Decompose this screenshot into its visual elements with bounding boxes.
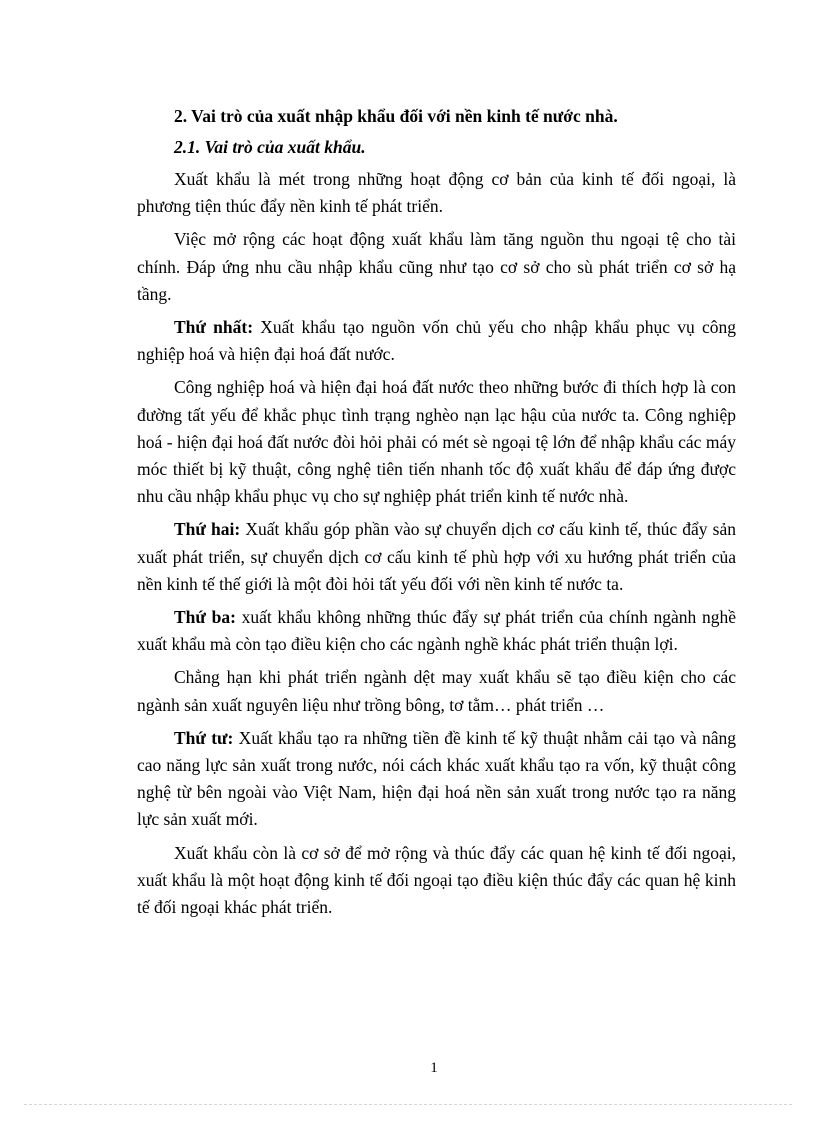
paragraph-3 — [137, 314, 736, 368]
paragraph-9 — [137, 840, 736, 922]
paragraph-4 — [137, 374, 736, 510]
document-page — [137, 96, 736, 921]
paragraph-6-text: xuất khẩu không những thúc đẩy sự phát triển của chính ngành nghề xuất khẩu mà còn tạo điều kiện cho các ngành nghề khác phát triển thuận lợi. — [137, 607, 736, 655]
paragraph-2-text: Việc mở rộng các hoạt động xuất khẩu làm tăng nguồn thu ngoại tệ cho tài chính. Đáp ứng nhu cầu nhập khẩu cũng như tạo cơ sở cho sù phát triển cơ sở hạ tầng. — [137, 229, 736, 304]
subsection-heading: 2.1. Vai trò của xuất khẩu. — [174, 137, 366, 157]
paragraph-9-text: Xuất khẩu còn là cơ sở để mở rộng và thúc đẩy các quan hệ kinh tế đối ngoại, xuất khẩu là một hoạt động kinh tế đối ngoại tạo điều kiện thúc đẩy các quan hệ kinh tế đối ngoại khác phát triển. — [137, 842, 736, 918]
paragraph-5-lead: Thứ hai: — [174, 519, 241, 540]
page-bottom-divider — [24, 1104, 792, 1105]
paragraph-8 — [137, 725, 736, 834]
paragraph-1 — [137, 166, 736, 220]
page-number: 1 — [430, 1060, 438, 1076]
paragraph-3-lead: Thứ nhất: — [174, 317, 254, 338]
section-heading: 2. Vai trò của xuất nhập khẩu đối với nền kinh tế nước nhà. — [174, 106, 618, 126]
paragraph-6-lead: Thứ ba: — [174, 607, 236, 628]
paragraph-6 — [137, 604, 736, 658]
paragraph-8-text: Xuất khẩu tạo ra những tiền đề kinh tế kỹ thuật nhằm cải tạo và nâng cao năng lực sản xuất trong nước, nói cách khác xuất khẩu tạo ra vốn, kỹ thuật công nghệ từ bên ngoài vào Việt Nam, hiện đại hoá nền sản xuất trong nước tạo ra năng lực sản xuất mới. — [137, 727, 736, 830]
paragraph-7 — [137, 664, 736, 718]
paragraph-1-text: Xuất khẩu là mét trong những hoạt động cơ bản của kinh tế đối ngoại, là phương tiện thúc đẩy nền kinh tế phát triển. — [137, 169, 736, 217]
paragraph-2 — [137, 226, 736, 308]
paragraph-5-text: Xuất khẩu góp phần vào sự chuyển dịch cơ cấu kinh tế, thúc đẩy sản xuất phát triển, sự chuyển dịch cơ cấu kinh tế phù hợp với xu hướng phát triển của nền kinh tế thế giới là một đòi hỏi tất yếu đối với nền kinh tế nước ta. — [137, 519, 736, 594]
paragraph-5 — [137, 516, 736, 598]
paragraph-8-lead: Thứ tư: — [174, 727, 234, 748]
paragraph-7-text: Chẳng hạn khi phát triển ngành dệt may xuất khẩu sẽ tạo điều kiện cho các ngành sản xuất nguyên liệu như trồng bông, tơ tằm… phát triển … — [137, 667, 736, 715]
paragraph-3-text: Xuất khẩu tạo nguồn vốn chủ yếu cho nhập khẩu phục vụ công nghiệp hoá và hiện đại hoá đất nước. — [137, 317, 736, 365]
paragraph-4-text: Công nghiệp hoá và hiện đại hoá đất nước theo những bước đi thích hợp là con đường tất yếu để khắc phục tình trạng nghèo nạn lạc hậu của nước ta. Công nghiệp hoá - hiện đại hoá đất nước đòi hỏi phải có mét sè ngoại tệ lớn để nhập khẩu các máy móc thiết bị kỹ thuật, công nghệ tiên tiến nhanh tốc độ xuất khẩu để đáp ứng được nhu cầu nhập khẩu phục vụ cho sự nghiệp phát triển kinh tế nước nhà. — [137, 377, 736, 507]
